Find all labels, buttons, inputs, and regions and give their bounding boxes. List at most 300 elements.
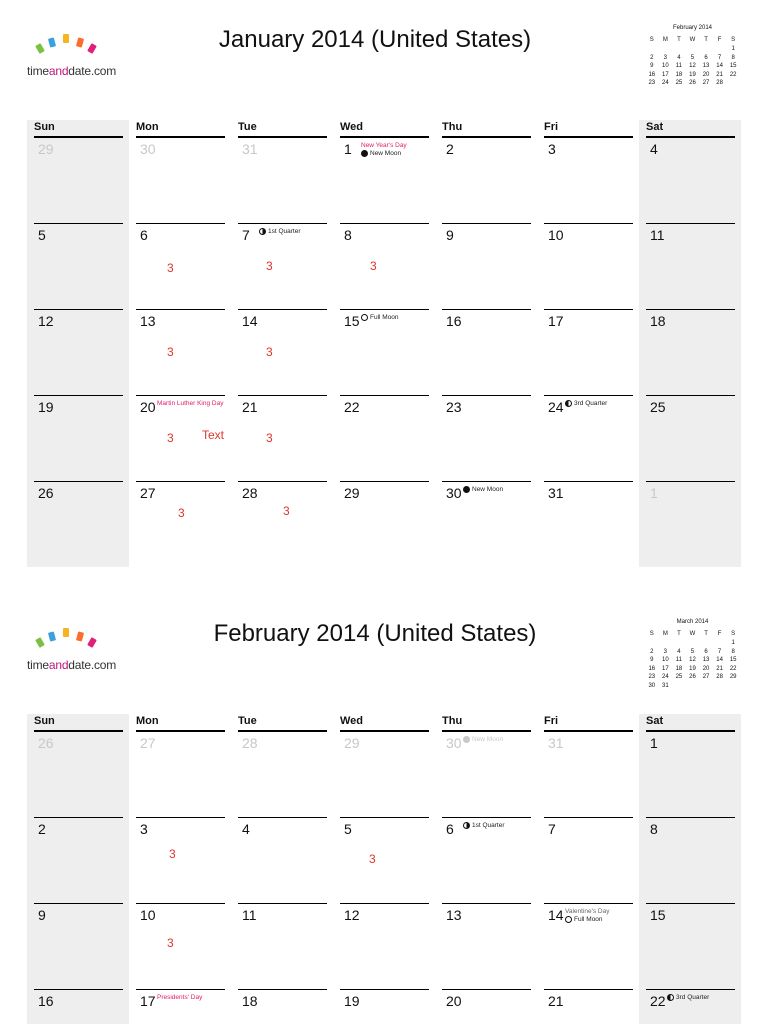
day-cell[interactable] xyxy=(27,223,129,309)
day-cell[interactable] xyxy=(129,989,231,1024)
week-row xyxy=(27,731,741,817)
day-events xyxy=(565,400,635,408)
day-number: 19 xyxy=(344,993,360,1009)
day-number: 3 xyxy=(548,141,556,157)
day-cell[interactable] xyxy=(435,481,537,567)
day-number: 13 xyxy=(140,313,156,329)
mini-day: 31 xyxy=(662,682,669,689)
mini-day: 1 xyxy=(731,640,735,647)
mini-calendar-next-month xyxy=(645,619,740,690)
mini-day: 30 xyxy=(648,682,656,689)
mini-day xyxy=(699,639,713,648)
mini-day xyxy=(672,639,686,648)
event-item xyxy=(667,994,737,1002)
event-label: Full Moon xyxy=(574,915,603,923)
day-events xyxy=(667,994,737,1002)
day-events xyxy=(463,486,533,494)
day-events xyxy=(463,822,533,830)
day-events xyxy=(157,994,227,1002)
day-number: 28 xyxy=(242,485,258,501)
mini-day: 3 xyxy=(663,54,668,61)
mini-day: 23 xyxy=(648,674,656,681)
day-number: 20 xyxy=(140,399,156,415)
day-number: 12 xyxy=(38,313,54,329)
day-number: 7 xyxy=(548,821,556,837)
day-cell[interactable] xyxy=(537,223,639,309)
day-number: 14 xyxy=(548,907,564,923)
week-row xyxy=(27,817,741,903)
handwritten-note: 3 xyxy=(178,506,185,520)
handwritten-note: 3 xyxy=(370,259,377,273)
day-cell[interactable] xyxy=(129,731,231,817)
weekday-header: Tue xyxy=(231,120,333,137)
mini-weekday: M xyxy=(662,631,668,637)
day-cell[interactable] xyxy=(639,395,741,481)
day-number: 29 xyxy=(344,735,360,751)
event-item xyxy=(259,228,329,236)
mini-day: 6 xyxy=(704,648,708,655)
mini-day: 6 xyxy=(704,54,708,61)
day-number: 8 xyxy=(650,821,658,837)
mini-weekday: S xyxy=(731,631,736,637)
logo-wordmark: timeanddate.com xyxy=(27,64,117,78)
day-number: 15 xyxy=(344,313,360,329)
day-number: 6 xyxy=(446,821,454,837)
day-cell[interactable] xyxy=(27,989,129,1024)
mini-weekday: F xyxy=(717,631,722,637)
day-number: 17 xyxy=(140,993,156,1009)
week-row xyxy=(27,989,741,1024)
mini-week-row xyxy=(645,665,740,674)
day-number: 15 xyxy=(650,907,666,923)
day-cell[interactable] xyxy=(333,817,435,903)
mini-day: 26 xyxy=(689,80,696,87)
mini-day: 12 xyxy=(689,657,696,664)
new-moon-icon xyxy=(361,150,368,157)
day-number: 4 xyxy=(650,141,658,157)
day-cell[interactable] xyxy=(231,817,333,903)
day-cell[interactable] xyxy=(639,309,741,395)
mini-day: 7 xyxy=(717,54,722,61)
day-cell[interactable] xyxy=(639,731,741,817)
mini-day: 3 xyxy=(663,648,668,655)
day-cell[interactable] xyxy=(639,903,741,989)
day-number: 31 xyxy=(242,141,258,157)
mini-day: 27 xyxy=(702,674,710,681)
day-number: 3 xyxy=(140,821,148,837)
mini-day xyxy=(699,45,713,54)
day-cell[interactable] xyxy=(333,137,435,223)
day-number: 13 xyxy=(446,907,462,923)
day-number: 30 xyxy=(446,735,462,751)
weekday-header: Sun xyxy=(27,714,129,731)
day-number: 24 xyxy=(548,399,564,415)
week-row xyxy=(27,223,741,309)
handwritten-note: 3 xyxy=(369,852,376,866)
mini-day xyxy=(686,639,700,648)
handwritten-note: 3 xyxy=(266,345,273,359)
mini-day: 27 xyxy=(702,80,710,87)
mini-day xyxy=(699,682,713,691)
mini-day xyxy=(726,682,740,691)
weekday-header: Thu xyxy=(435,714,537,731)
event-item xyxy=(361,314,431,322)
mini-day: 5 xyxy=(690,648,695,655)
mini-day xyxy=(686,682,700,691)
event-item xyxy=(361,150,431,158)
event-label: Full Moon xyxy=(370,314,399,321)
weekday-header: Tue xyxy=(231,714,333,731)
day-cell[interactable] xyxy=(27,731,129,817)
event-label: 3rd Quarter xyxy=(676,994,710,1001)
week-row xyxy=(27,309,741,395)
mini-day: 28 xyxy=(716,80,723,87)
first-quarter-moon-icon xyxy=(463,822,470,829)
day-cell[interactable] xyxy=(333,989,435,1024)
day-cell[interactable] xyxy=(231,731,333,817)
mini-day: 29 xyxy=(729,674,737,681)
day-cell[interactable] xyxy=(435,989,537,1024)
mini-day: 18 xyxy=(675,665,683,672)
week-row xyxy=(27,137,741,223)
logo-sunburst-icon xyxy=(37,34,97,62)
day-number: 1 xyxy=(344,141,352,157)
event-label: New Moon xyxy=(370,149,402,157)
holiday-label: Martin Luther King Day xyxy=(157,400,224,407)
mini-day: 28 xyxy=(716,674,723,681)
day-number: 29 xyxy=(38,141,54,157)
event-label: New Moon xyxy=(472,736,504,743)
event-label: 3rd Quarter xyxy=(574,400,608,407)
event-item xyxy=(361,142,431,150)
day-events xyxy=(463,736,533,744)
event-item xyxy=(157,994,227,1002)
event-item xyxy=(463,486,533,494)
day-number: 22 xyxy=(650,993,666,1009)
mini-calendar-title: February 2014 xyxy=(672,25,713,31)
mini-week-row xyxy=(645,673,740,682)
day-cell[interactable] xyxy=(231,309,333,395)
mini-calendar-title: March 2014 xyxy=(676,619,709,625)
day-number: 26 xyxy=(38,735,54,751)
mini-calendar-table xyxy=(645,629,740,690)
event-item xyxy=(157,400,227,408)
day-cell[interactable] xyxy=(27,817,129,903)
mini-day: 21 xyxy=(716,71,723,78)
day-number: 14 xyxy=(242,313,258,329)
day-number: 30 xyxy=(446,485,462,501)
mini-day xyxy=(645,45,659,54)
mini-day: 20 xyxy=(702,71,710,78)
mini-day: 19 xyxy=(689,71,696,78)
day-number: 28 xyxy=(242,735,258,751)
day-cell[interactable] xyxy=(27,395,129,481)
weekday-header: Mon xyxy=(129,714,231,731)
mini-day: 15 xyxy=(729,657,737,664)
day-number: 25 xyxy=(650,399,666,415)
handwritten-note: 3 xyxy=(167,431,174,445)
mini-day: 13 xyxy=(702,657,710,664)
day-cell[interactable] xyxy=(537,395,639,481)
mini-day: 4 xyxy=(677,648,681,655)
mini-weekday: F xyxy=(717,37,722,43)
event-label: 1st Quarter xyxy=(268,228,301,235)
day-number: 12 xyxy=(344,907,360,923)
mini-day: 22 xyxy=(729,71,737,78)
timeanddate-logo[interactable] xyxy=(27,34,137,84)
weekday-header-row xyxy=(27,120,741,137)
day-number: 1 xyxy=(650,485,658,501)
event-item xyxy=(565,916,635,924)
mini-day xyxy=(726,79,740,88)
day-cell[interactable] xyxy=(537,481,639,567)
day-cell[interactable] xyxy=(129,817,231,903)
mini-week-row xyxy=(645,656,740,665)
week-row xyxy=(27,903,741,989)
full-moon-icon xyxy=(361,314,368,321)
timeanddate-logo[interactable] xyxy=(27,628,137,678)
day-cell[interactable] xyxy=(435,731,537,817)
mini-day: 22 xyxy=(729,665,737,672)
day-cell[interactable] xyxy=(129,481,231,567)
mini-weekday: W xyxy=(689,37,696,43)
mini-day: 21 xyxy=(716,665,723,672)
day-cell[interactable] xyxy=(639,817,741,903)
new-moon-icon xyxy=(463,486,470,493)
mini-weekday: S xyxy=(649,631,654,637)
day-cell[interactable] xyxy=(231,481,333,567)
day-number: 8 xyxy=(344,227,352,243)
mini-week-row xyxy=(645,648,740,657)
day-cell[interactable] xyxy=(333,903,435,989)
day-number: 31 xyxy=(548,485,564,501)
day-number: 16 xyxy=(38,993,54,1009)
mini-day: 16 xyxy=(648,665,656,672)
day-number: 2 xyxy=(446,141,454,157)
full-moon-icon xyxy=(565,916,572,923)
day-cell[interactable] xyxy=(537,903,639,989)
day-number: 19 xyxy=(38,399,54,415)
day-cell[interactable] xyxy=(129,395,231,481)
day-events xyxy=(259,228,329,236)
day-cell[interactable] xyxy=(129,223,231,309)
day-cell[interactable] xyxy=(435,817,537,903)
day-cell[interactable] xyxy=(435,395,537,481)
day-cell[interactable] xyxy=(435,903,537,989)
day-events xyxy=(565,908,635,923)
day-cell[interactable] xyxy=(333,481,435,567)
weekday-header: Wed xyxy=(333,714,435,731)
weekday-header: Fri xyxy=(537,120,639,137)
day-number: 7 xyxy=(242,227,250,243)
day-cell[interactable] xyxy=(333,223,435,309)
mini-day: 14 xyxy=(716,657,723,664)
mini-week-row xyxy=(645,682,740,691)
weekday-header: Sat xyxy=(639,120,741,137)
day-cell[interactable] xyxy=(435,137,537,223)
mini-week-row xyxy=(645,54,740,63)
logo-sunburst-icon xyxy=(37,628,97,656)
day-cell[interactable] xyxy=(537,989,639,1024)
day-cell[interactable] xyxy=(27,903,129,989)
day-number: 31 xyxy=(548,735,564,751)
day-number: 10 xyxy=(140,907,156,923)
weekday-header-row xyxy=(27,714,741,731)
day-events xyxy=(157,400,227,408)
day-cell[interactable] xyxy=(27,137,129,223)
mini-day: 10 xyxy=(662,657,669,664)
day-number: 1 xyxy=(650,735,658,751)
mini-day xyxy=(713,682,727,691)
day-number: 30 xyxy=(140,141,156,157)
day-cell[interactable] xyxy=(435,223,537,309)
day-cell[interactable] xyxy=(537,309,639,395)
month-title: February 2014 (United States) xyxy=(213,620,537,647)
mini-day: 2 xyxy=(650,648,654,655)
mini-day: 25 xyxy=(675,80,683,87)
day-number: 10 xyxy=(548,227,564,243)
day-number: 11 xyxy=(242,907,257,923)
weekday-header: Sun xyxy=(27,120,129,137)
day-cell[interactable] xyxy=(129,309,231,395)
day-cell[interactable] xyxy=(27,309,129,395)
day-number: 9 xyxy=(446,227,454,243)
day-cell[interactable] xyxy=(639,989,741,1024)
day-number: 27 xyxy=(140,735,156,751)
mini-day xyxy=(672,45,686,54)
mini-day xyxy=(672,682,686,691)
mini-week-row xyxy=(645,45,740,54)
mini-day: 7 xyxy=(717,648,722,655)
day-number: 23 xyxy=(446,399,462,415)
day-cell[interactable] xyxy=(333,395,435,481)
mini-day: 11 xyxy=(675,63,683,70)
holiday-label: Presidents' Day xyxy=(157,994,203,1001)
event-label: 1st Quarter xyxy=(472,822,505,829)
day-cell[interactable] xyxy=(231,989,333,1024)
day-number: 21 xyxy=(548,993,564,1009)
month-grid xyxy=(27,120,741,567)
mini-day: 2 xyxy=(650,54,654,61)
day-cell[interactable] xyxy=(231,137,333,223)
mini-day: 18 xyxy=(675,71,683,78)
weekday-header: Sat xyxy=(639,714,741,731)
day-events xyxy=(361,314,431,322)
day-number: 27 xyxy=(140,485,156,501)
day-cell[interactable] xyxy=(639,223,741,309)
day-cell[interactable] xyxy=(231,395,333,481)
mini-day: 15 xyxy=(729,63,737,70)
day-number: 22 xyxy=(344,399,360,415)
day-cell[interactable] xyxy=(639,137,741,223)
event-item xyxy=(565,908,635,916)
event-item xyxy=(463,822,533,830)
handwritten-note: 3 xyxy=(266,259,273,273)
mini-day: 9 xyxy=(650,63,654,70)
day-events xyxy=(361,142,431,157)
mini-day: 14 xyxy=(716,63,723,70)
event-label: New Moon xyxy=(472,486,504,493)
mini-day: 17 xyxy=(662,665,669,672)
day-cell[interactable] xyxy=(537,137,639,223)
mini-day: 10 xyxy=(662,63,669,70)
mini-day: 17 xyxy=(662,71,669,78)
week-row xyxy=(27,481,741,567)
mini-day: 23 xyxy=(648,80,656,87)
mini-weekday: M xyxy=(662,37,668,43)
mini-day: 11 xyxy=(675,657,683,664)
mini-week-row xyxy=(645,79,740,88)
mini-day: 24 xyxy=(662,80,669,87)
logo-wordmark: timeanddate.com xyxy=(27,658,117,672)
weekday-header: Fri xyxy=(537,714,639,731)
mini-day: 5 xyxy=(690,54,695,61)
first-quarter-moon-icon xyxy=(259,228,266,235)
event-item xyxy=(565,400,635,408)
day-number: 26 xyxy=(38,485,54,501)
day-number: 2 xyxy=(38,821,46,837)
handwritten-note: 3 xyxy=(167,261,174,275)
day-number: 17 xyxy=(548,313,564,329)
third-quarter-moon-icon xyxy=(565,400,572,407)
mini-weekday: T xyxy=(677,631,681,637)
week-row xyxy=(27,395,741,481)
day-cell[interactable] xyxy=(129,137,231,223)
day-cell[interactable] xyxy=(129,903,231,989)
day-number: 21 xyxy=(242,399,258,415)
weekday-header: Wed xyxy=(333,120,435,137)
mini-day xyxy=(645,639,659,648)
mini-day xyxy=(659,639,673,648)
mini-day: 19 xyxy=(689,665,696,672)
day-cell[interactable] xyxy=(639,481,741,567)
day-number: 11 xyxy=(650,227,665,243)
mini-day xyxy=(686,45,700,54)
mini-day: 13 xyxy=(702,63,710,70)
day-number: 6 xyxy=(140,227,148,243)
mini-day xyxy=(659,45,673,54)
mini-day: 16 xyxy=(648,71,656,78)
mini-week-row xyxy=(645,62,740,71)
day-cell[interactable] xyxy=(231,223,333,309)
day-cell[interactable] xyxy=(333,731,435,817)
month-page-february xyxy=(0,594,768,1024)
mini-day: 20 xyxy=(702,665,710,672)
handwritten-note: Text xyxy=(202,428,225,442)
mini-day xyxy=(713,639,727,648)
mini-weekday: T xyxy=(677,37,681,43)
mini-week-row xyxy=(645,71,740,80)
month-grid xyxy=(27,714,741,1024)
mini-week-row xyxy=(645,639,740,648)
day-number: 18 xyxy=(242,993,258,1009)
day-cell[interactable] xyxy=(231,903,333,989)
handwritten-note: 3 xyxy=(283,504,290,518)
day-number: 16 xyxy=(446,313,462,329)
weekday-header: Mon xyxy=(129,120,231,137)
day-cell[interactable] xyxy=(537,731,639,817)
day-cell[interactable] xyxy=(537,817,639,903)
day-cell[interactable] xyxy=(333,309,435,395)
day-cell[interactable] xyxy=(27,481,129,567)
new-moon-icon xyxy=(463,736,470,743)
mini-day: 8 xyxy=(731,54,735,61)
day-cell[interactable] xyxy=(435,309,537,395)
day-number: 20 xyxy=(446,993,462,1009)
mini-calendar-next-month xyxy=(645,25,740,88)
day-number: 4 xyxy=(242,821,250,837)
mini-day: 8 xyxy=(731,648,735,655)
